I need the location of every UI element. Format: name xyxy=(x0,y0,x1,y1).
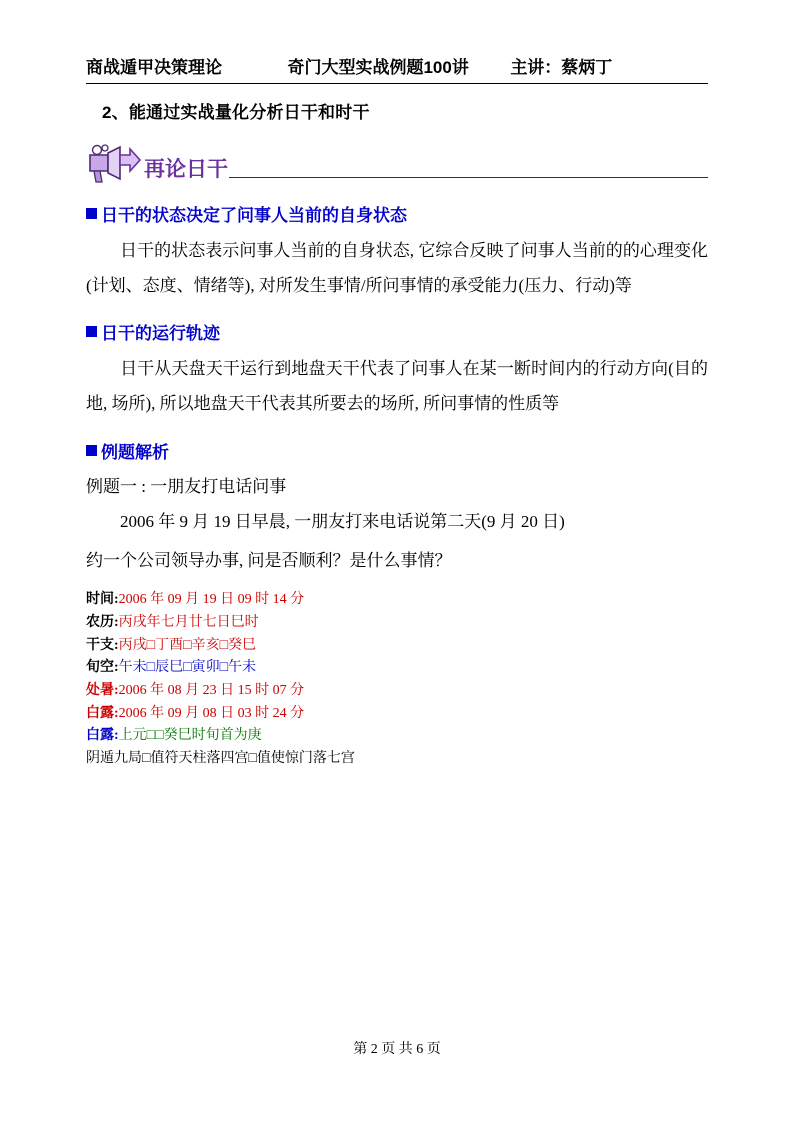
paragraph-1 xyxy=(86,234,708,304)
data-row xyxy=(86,657,708,680)
data-row-value: 上元□□癸巳时旬首为庚 xyxy=(118,728,262,744)
blue-heading-2 xyxy=(86,319,708,344)
blue-square-icon xyxy=(86,208,97,219)
blue-heading-2-label: 日干的运行轨迹 xyxy=(101,324,220,344)
blue-square-icon xyxy=(86,326,97,337)
data-row-label: 农历: xyxy=(86,614,119,630)
data-row-value: 2006 年 08 月 23 日 15 时 07 分 xyxy=(118,682,305,698)
data-row-value: 2006 年 09 月 19 日 09 时 14 分 xyxy=(118,592,305,608)
example-body-1-text: 2006 年 9 月 19 日早晨, 一朋友打来电话说第二天(9 月 20 日) xyxy=(120,512,565,532)
page-header xyxy=(86,56,708,84)
megaphone-arrow-icon xyxy=(86,141,142,185)
blue-heading-3-label: 例题解析 xyxy=(101,443,169,463)
heading-rule xyxy=(229,177,708,178)
header-text xyxy=(86,56,708,80)
page-footer: 第 2 页 共 6 页 xyxy=(353,1042,441,1057)
header-right-title: 主讲：蔡炳丁 xyxy=(510,58,613,77)
data-row xyxy=(86,612,708,635)
data-row-label: 旬空: xyxy=(86,660,119,676)
section-title-row xyxy=(86,139,708,185)
qimen-chart-data xyxy=(86,589,708,770)
data-row-value: 丙戌□丁酉□辛亥□癸巳 xyxy=(118,637,257,653)
header-left-title: 商战遁甲决策理论 xyxy=(86,58,222,77)
data-row-value: 2006 年 09 月 08 日 03 时 24 分 xyxy=(118,705,305,721)
blue-square-icon xyxy=(86,445,97,456)
blue-heading-1-label: 日干的状态决定了问事人当前的自身状态 xyxy=(101,205,407,225)
paragraph-2 xyxy=(86,352,708,422)
data-row-label: 时间: xyxy=(86,592,119,608)
data-row-label: 干支: xyxy=(86,637,119,653)
paragraph-2-text: 日干从天盘天干运行到地盘天干代表了问事人在某一断时间内的行动方向(目的地, 场所), 所以地盘天干代表其所要去的场所, 所问事情的性质等 xyxy=(86,359,708,414)
data-row xyxy=(86,589,708,612)
header-middle-title: 奇门大型实战例题100讲 xyxy=(287,58,469,77)
data-row xyxy=(86,635,708,658)
data-row-value: 阴遁九局□值符天柱落四宫□值使惊门落七宫 xyxy=(86,750,355,766)
example-body-2-text: 约一个公司领导办事, 问是否顺利？是什么事情？ xyxy=(86,551,452,571)
data-row-label: 处暑: xyxy=(86,682,119,698)
data-row-label: 白露: xyxy=(86,728,119,744)
data-row xyxy=(86,725,708,748)
paragraph-1-text: 日干的状态表示问事人当前的自身状态, 它综合反映了问事人当前的的心理变化(计划、态度、情绪等), 对所发生事情/所问事情的承受能力(压力、行动)等 xyxy=(86,240,708,295)
data-row xyxy=(86,703,708,726)
clip-heading-title: 再论日干 xyxy=(144,157,228,181)
data-row-label: 白露: xyxy=(86,705,119,721)
example-body-1 xyxy=(86,505,708,540)
blue-heading-3 xyxy=(86,438,708,463)
data-row-value: 午未□辰巳□寅卯□午未 xyxy=(118,660,257,676)
example-title: 例题一 : 一朋友打电话问事 xyxy=(86,477,287,497)
numbered-item: 2、能通过实战量化分析日干和时干 xyxy=(102,102,370,122)
example-body-2 xyxy=(86,544,708,579)
blue-heading-1 xyxy=(86,201,708,226)
data-row-value: 丙戌年七月廿七日巳时 xyxy=(118,614,259,630)
data-row xyxy=(86,748,708,771)
data-row xyxy=(86,680,708,703)
